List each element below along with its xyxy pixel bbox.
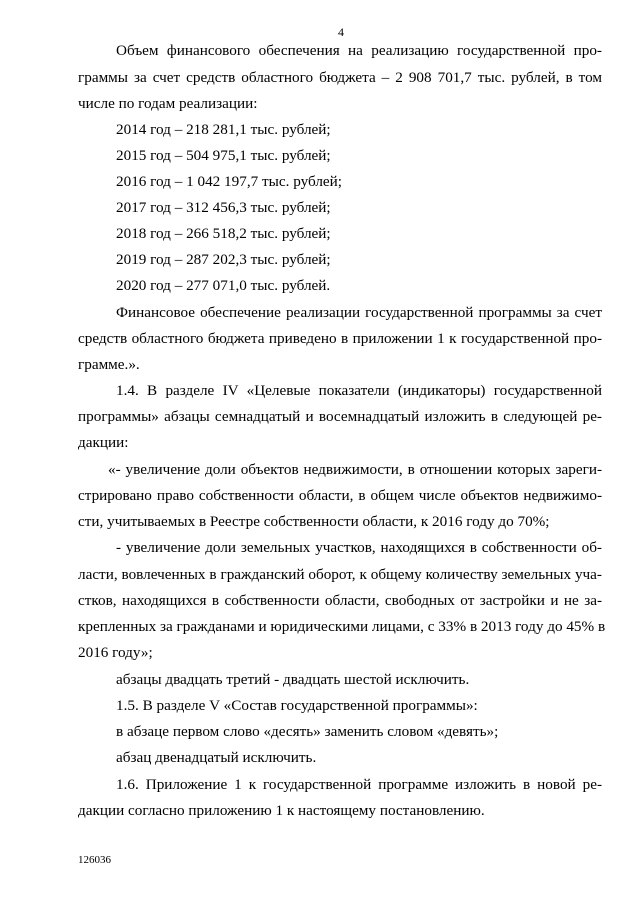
section-1-5-heading: 1.5. В разделе V «Состав государственной программы»: bbox=[116, 697, 478, 714]
year-2017-line: 2017 год – 312 456,3 тыс. рублей; bbox=[116, 199, 331, 216]
quoted-line: крепленных за гражданами и юридическими лицами, с 33% в 2013 году до 45% в bbox=[78, 618, 606, 635]
text-line: дакции согласно приложению 1 к настоящему постановлению. bbox=[78, 802, 485, 819]
quoted-line: «- увеличение доли объектов недвижимости, в отношении которых зареги- bbox=[108, 461, 602, 478]
year-2015-line: 2015 год – 504 975,1 тыс. рублей; bbox=[116, 147, 331, 164]
quoted-line: ласти, вовлеченных в гражданский оборот, к общему количеству земельных уча- bbox=[78, 566, 602, 583]
text-line: числе по годам реализации: bbox=[78, 95, 258, 112]
quoted-line: - увеличение доли земельных участков, находящихся в собственности об- bbox=[116, 539, 602, 556]
section-1-6-heading: 1.6. Приложение 1 к государственной программе изложить в новой ре- bbox=[116, 776, 602, 793]
quoted-line: сти, учитываемых в Реестре собственности области, к 2016 году до 70%; bbox=[78, 513, 550, 530]
document-code: 126036 bbox=[78, 854, 111, 866]
year-2016-line: 2016 год – 1 042 197,7 тыс. рублей; bbox=[116, 173, 343, 190]
text-line: программы» абзацы семнадцатый и восемнадцатый изложить в следующей ре- bbox=[78, 408, 602, 425]
quoted-line: 2016 году»; bbox=[78, 644, 153, 661]
year-2020-line: 2020 год – 277 071,0 тыс. рублей. bbox=[116, 277, 331, 294]
section-1-4-heading: 1.4. В разделе IV «Целевые показатели (индикаторы) государственной bbox=[116, 382, 602, 399]
text-line: грамме.». bbox=[78, 356, 140, 373]
text-line: дакции: bbox=[78, 434, 129, 451]
page-number: 4 bbox=[338, 25, 344, 39]
text-line: абзац двенадцатый исключить. bbox=[116, 749, 317, 766]
year-2018-line: 2018 год – 266 518,2 тыс. рублей; bbox=[116, 225, 331, 242]
text-line: в абзаце первом слово «десять» заменить словом «девять»; bbox=[116, 723, 499, 740]
quoted-line: стрировано право собственности области, в общем числе объектов недвижимо- bbox=[78, 487, 602, 504]
text-line: Финансовое обеспечение реализации государственной программы за счет bbox=[116, 304, 602, 321]
quoted-line: стков, находящихся в собственности области, свободных от застройки и не за- bbox=[78, 592, 602, 609]
year-2019-line: 2019 год – 287 202,3 тыс. рублей; bbox=[116, 251, 331, 268]
year-2014-line: 2014 год – 218 281,1 тыс. рублей; bbox=[116, 121, 331, 138]
text-line: граммы за счет средств областного бюджета – 2 908 701,7 тыс. рублей, в том bbox=[78, 69, 602, 86]
text-line: средств областного бюджета приведено в приложении 1 к государственной про- bbox=[78, 330, 602, 347]
text-line: Объем финансового обеспечения на реализацию государственной про- bbox=[116, 42, 602, 59]
text-line: абзацы двадцать третий - двадцать шестой исключить. bbox=[116, 671, 470, 688]
